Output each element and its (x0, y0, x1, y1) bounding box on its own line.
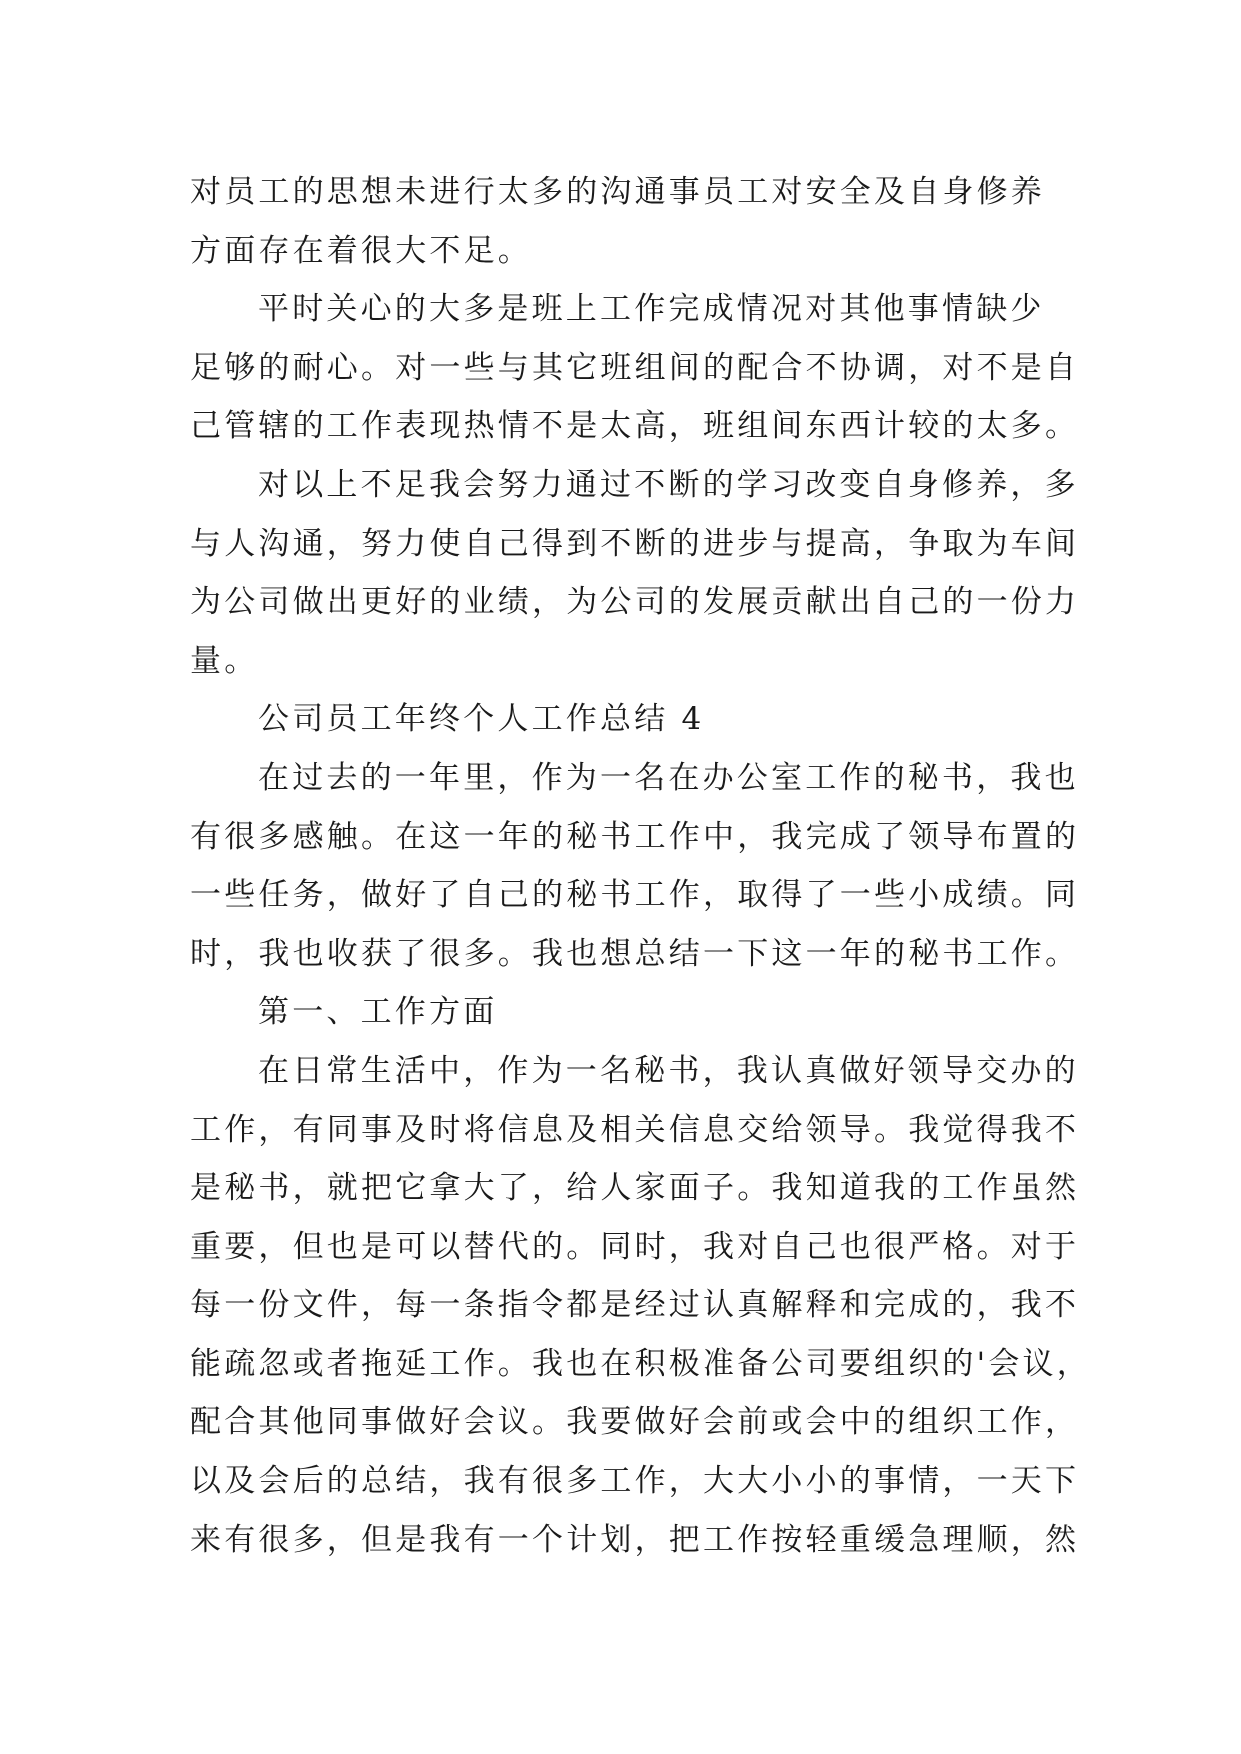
text-line: 为公司做出更好的业绩，为公司的发展贡献出自己的一份力 (190, 584, 1080, 621)
text-line: 重要，但也是可以替代的。同时，我对自己也很严格。对于 (190, 1228, 1080, 1265)
document-body (190, 163, 1091, 1569)
text-line: 方面存在着很大不足。 (190, 232, 532, 269)
text-line: 每一份文件，每一条指令都是经过认真解释和完成的，我不 (190, 1287, 1080, 1324)
text-line: 对以上不足我会努力通过不断的学习改变自身修养，多 (258, 466, 1079, 503)
text-line: 在日常生活中，作为一名秘书，我认真做好领导交办的 (258, 1052, 1079, 1089)
text-line: 对员工的思想未进行太多的沟通事员工对安全及自身修养 (190, 174, 1045, 210)
text-line: 公司员工年终个人工作总结 4 (258, 701, 705, 738)
text-line: 量。 (190, 642, 259, 679)
text-line: 来有很多，但是我有一个计划，把工作按轻重缓急理顺，然 (190, 1521, 1080, 1558)
text-line: 己管辖的工作表现热情不是太高，班组间东西计较的太多。 (190, 408, 1080, 445)
text-line: 足够的耐心。对一些与其它班组间的配合不协调，对不是自 (190, 349, 1080, 386)
text-line: 有很多感触。在这一年的秘书工作中，我完成了领导布置的 (190, 818, 1080, 855)
text-line: 能疏忽或者拖延工作。我也在积极准备公司要组织的'会议， (190, 1345, 1091, 1382)
text-line: 第一、工作方面 (258, 994, 498, 1031)
text-line: 配合其他同事做好会议。我要做好会前或会中的组织工作， (190, 1404, 1080, 1441)
text-line: 是秘书，就把它拿大了，给人家面子。我知道我的工作虽然 (190, 1170, 1080, 1207)
text-line: 以及会后的总结，我有很多工作，大大小小的事情，一天下 (190, 1463, 1080, 1500)
text-line: 平时关心的大多是班上工作完成情况对其他事情缺少 (258, 291, 1045, 328)
text-line: 时，我也收获了很多。我也想总结一下这一年的秘书工作。 (190, 935, 1080, 972)
text-line: 工作，有同事及时将信息及相关信息交给领导。我觉得我不 (190, 1111, 1080, 1148)
text-line: 与人沟通，努力使自己得到不断的进步与提高，争取为车间 (190, 525, 1080, 562)
text-line: 一些任务，做好了自己的秘书工作，取得了一些小成绩。同 (190, 877, 1080, 914)
text-line: 在过去的一年里，作为一名在办公室工作的秘书，我也 (258, 759, 1079, 796)
